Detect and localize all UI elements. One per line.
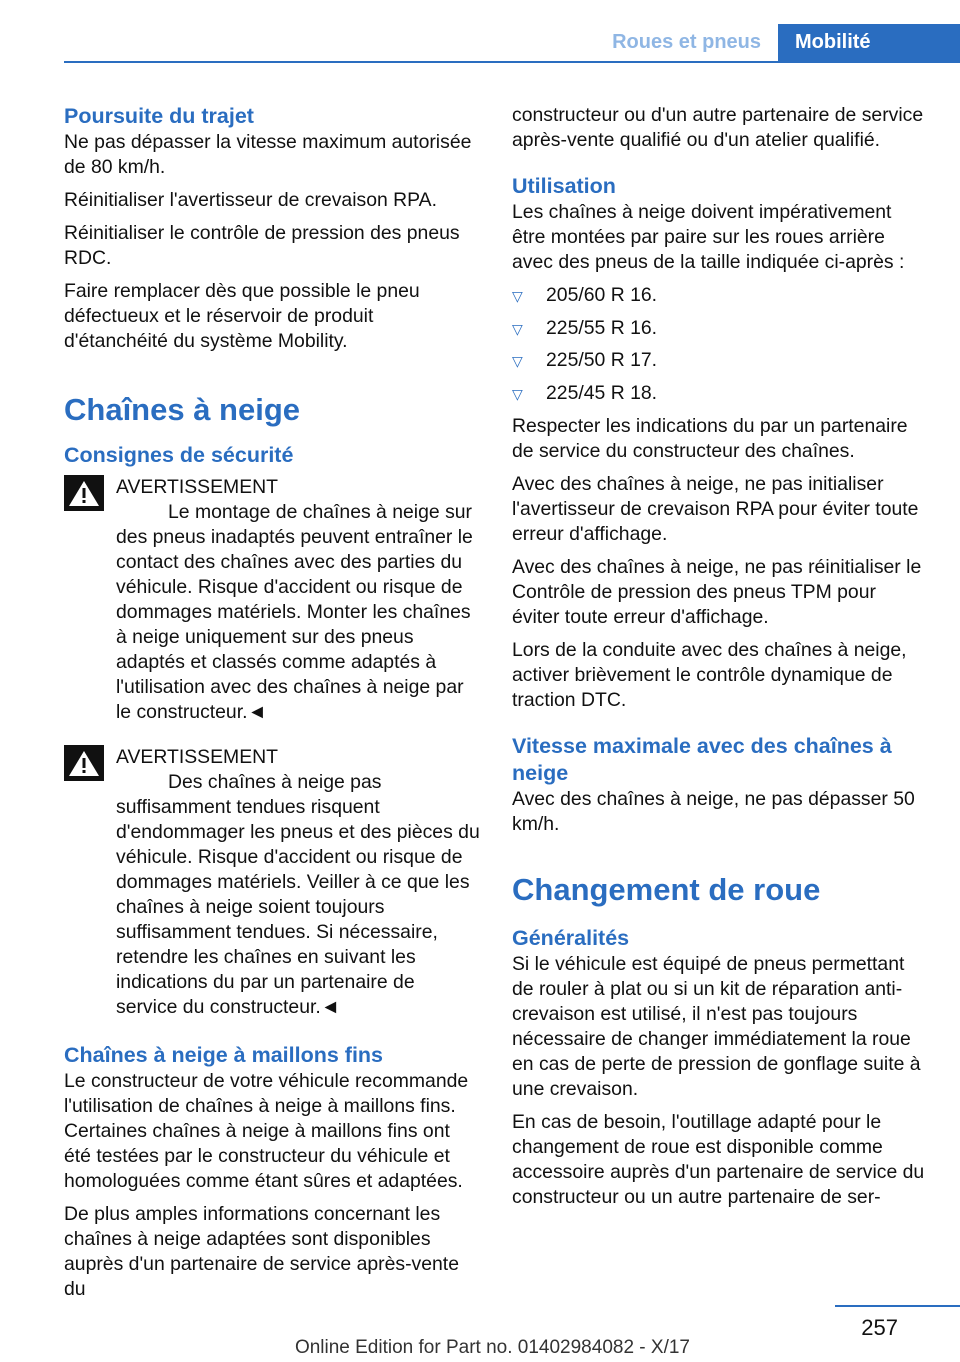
page-number: 257 [861, 1315, 898, 1340]
warning-block-2 [64, 745, 480, 1020]
warning-2-label: AVERTISSEMENT [116, 746, 278, 768]
list-item [512, 381, 928, 406]
tire-size: 225/55 R 16. [546, 316, 658, 339]
continue-paragraph-2: Réinitialiser l'avertisseur de crevaison RPA. [64, 189, 437, 211]
usage-paragraph-1: Les chaînes à neige doivent impérativement être montées par paire sur les roues arrière avec des pneus de la taille indiquée ci-après : [512, 201, 905, 273]
warning-triangle-icon [64, 475, 104, 511]
footer-rule [835, 1305, 960, 1307]
header-tab-chapter: Mobilité [778, 24, 960, 61]
right-column [512, 103, 928, 1218]
chains-section-title: Chaînes à neige [64, 392, 301, 427]
finelink-paragraph-1: Le constructeur de votre véhicule recommande l'utilisation de chaînes à neige à maillons fins. Certaines chaînes à neige à maillons fins ont été testées par le constructeur du véhicule et homologuées comme étant sûres et adaptées. [64, 1070, 469, 1192]
left-column [64, 103, 480, 1310]
tire-size: 225/50 R 17. [546, 349, 658, 371]
usage-paragraph-2: Respecter les indications du par un partenaire de service du constructeur des chaînes. [512, 414, 908, 462]
continued-paragraph: constructeur ou d'un autre partenaire de service après-vente qualifié ou d'un atelier qualifié. [512, 104, 924, 151]
header-rule [64, 61, 960, 63]
triangle-bullet-icon: ▽ [512, 353, 523, 369]
continue-paragraph-1: Ne pas dépasser la vitesse maximum autorisée de 80 km/h. [64, 131, 472, 178]
general-paragraph-1: Si le véhicule est équipé de pneus permettant de rouler à plat ou si un kit de réparation anti-crevaison est utilisé, il n'est pas toujours nécessaire de changer immédiatement la roue en cas de perte de pression de gonflage suite à une crevaison. [512, 952, 921, 1100]
general-heading: Généralités [512, 925, 630, 950]
warning-triangle-icon [64, 745, 104, 781]
general-paragraph-2: En cas de besoin, l'outillage adapté pour le changement de roue est disponible comme accessoire auprès d'un partenaire de service du constructeur ou un autre partenaire de ser- [512, 1110, 925, 1208]
footer-edition: Online Edition for Part no. 01402984082 - X/17 [294, 1337, 690, 1358]
warning-block-1 [64, 475, 480, 725]
usage-paragraph-3: Avec des chaînes à neige, ne pas initialiser l'avertisseur de crevaison RPA pour éviter toute erreur d'affichage. [512, 472, 919, 545]
usage-paragraph-4: Avec des chaînes à neige, ne pas réinitialiser le Contrôle de pression des pneus TPM pour éviter toute erreur d'affichage. [512, 555, 922, 628]
warning-1-text: Le montage de chaînes à neige sur des pneus inadaptés peuvent entraîner le contact des chaînes avec des parties du véhicule. Risque d'accident ou risque de dommages matériels. Monter les chaînes à neige uniquement sur des pneus adaptés et classés comme adaptés à l'utilisation avec des chaînes à neige par le constructeur.◄ [116, 501, 473, 723]
list-item [512, 348, 928, 373]
finelink-paragraph-2: De plus amples informations concernant les chaînes à neige adaptées sont disponibles auprès d'un partenaire de service après-vente du [64, 1203, 459, 1300]
triangle-bullet-icon: ▽ [512, 320, 523, 337]
warning-2-text: Des chaînes à neige pas suffisamment tendues risquent d'endommager les pneus et des pièces du véhicule. Risque d'accident ou risque de dommages matériels. Veiller à ce que les chaînes à neige soient toujours suffisamment tendues. Si nécessaire, retendre les chaînes en suivant les indications du par un partenaire de service du constructeur.◄ [116, 771, 480, 1018]
tire-size: 225/45 R 18. [546, 381, 658, 404]
tire-size: 205/60 R 16. [546, 284, 658, 306]
wheel-change-title: Changement de roue [512, 871, 821, 907]
max-speed-heading: Vitesse maximale avec des chaînes à neige [512, 733, 892, 785]
header-tabs [595, 24, 960, 61]
continue-paragraph-4: Faire remplacer dès que possible le pneu défectueux et le réservoir de produit d'étanchéité du système Mobility. [64, 280, 420, 352]
safety-heading: Consignes de sécurité [64, 443, 294, 467]
triangle-bullet-icon: ▽ [512, 385, 523, 402]
header-tab-section: Roues et pneus [595, 24, 778, 61]
list-item [512, 316, 928, 341]
tire-size-list [512, 283, 928, 406]
continue-paragraph-3: Réinitialiser le contrôle de pression des pneus RDC. [64, 222, 460, 269]
finelink-heading: Chaînes à neige à maillons fins [64, 1043, 384, 1067]
usage-paragraph-5: Lors de la conduite avec des chaînes à neige, activer brièvement le contrôle dynamique de traction DTC. [512, 638, 907, 711]
continue-heading: Poursuite du trajet [64, 104, 254, 128]
usage-heading: Utilisation [512, 174, 616, 198]
max-speed-paragraph: Avec des chaînes à neige, ne pas dépasser 50 km/h. [512, 787, 915, 835]
triangle-bullet-icon: ▽ [512, 288, 523, 304]
warning-1-label: AVERTISSEMENT [116, 476, 278, 498]
list-item [512, 283, 928, 308]
